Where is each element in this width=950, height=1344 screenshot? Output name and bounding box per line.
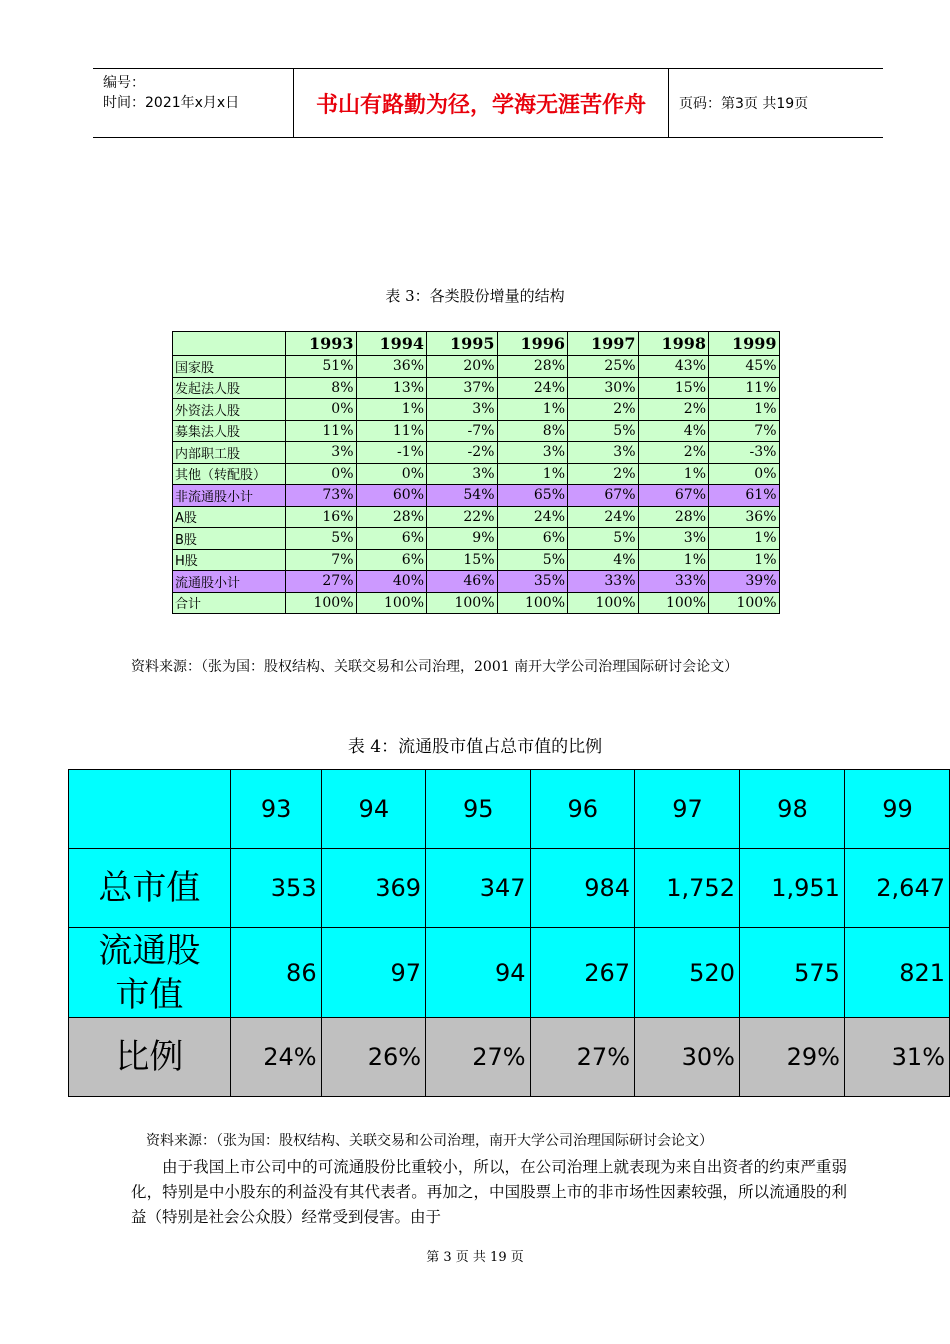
table3-source: 资料来源：（张为国：股权结构、关联交易和公司治理，2001 南开大学公司治理国际研讨会论文）	[131, 659, 739, 675]
table-cell: 3%	[568, 442, 639, 464]
table-cell: 15%	[427, 549, 498, 571]
header-motto: 书山有路勤为径，学海无涯苦作舟	[293, 69, 669, 137]
table-cell: -7%	[427, 420, 498, 442]
table-cell: 7%	[709, 420, 780, 442]
header-meta	[93, 69, 293, 137]
table-row	[69, 1018, 950, 1097]
table-cell: 35%	[497, 571, 568, 593]
table-cell: 73%	[286, 485, 357, 507]
table-cell: -2%	[427, 442, 498, 464]
table-cell: 20%	[427, 356, 498, 378]
table-cell: -1%	[356, 442, 427, 464]
table-cell: 67%	[638, 485, 709, 507]
table-cell: 2%	[568, 463, 639, 485]
table-cell: 6%	[356, 549, 427, 571]
table-cell: 4%	[638, 420, 709, 442]
table-cell: 5%	[286, 528, 357, 550]
row-label: 比例	[69, 1018, 231, 1097]
table-cell: 353	[230, 849, 321, 928]
table-cell: 369	[321, 849, 425, 928]
table-cell: 9%	[427, 528, 498, 550]
row-label: 其他（转配股）	[173, 463, 286, 485]
table-cell: 5%	[497, 549, 568, 571]
table-row	[173, 592, 780, 614]
table-cell: 3%	[286, 442, 357, 464]
table-cell: 5%	[568, 420, 639, 442]
table-cell: 33%	[568, 571, 639, 593]
table-cell: 94	[426, 928, 530, 1018]
table-cell: 1,752	[635, 849, 740, 928]
row-label: 合计	[173, 592, 286, 614]
year-header: 94	[321, 770, 425, 849]
table-cell: 2,647	[844, 849, 949, 928]
table-cell: 27%	[530, 1018, 634, 1097]
table-cell: 15%	[638, 377, 709, 399]
table-cell: 0%	[709, 463, 780, 485]
table-cell: 1%	[638, 463, 709, 485]
year-header: 1996	[497, 332, 568, 356]
table-header-row	[173, 332, 780, 356]
corner-cell	[173, 332, 286, 356]
table-header-row	[69, 770, 950, 849]
table-cell: 100%	[638, 592, 709, 614]
table-cell: 22%	[427, 506, 498, 528]
table-cell: 30%	[635, 1018, 740, 1097]
row-label: 内部职工股	[173, 442, 286, 464]
year-header: 1998	[638, 332, 709, 356]
table-cell: 100%	[286, 592, 357, 614]
table-cell: 24%	[230, 1018, 321, 1097]
table4-caption: 表 4：流通股市值占总市值的比例	[347, 737, 603, 757]
table-cell: 28%	[356, 506, 427, 528]
table-cell: 28%	[497, 356, 568, 378]
header-page-info: 页码：第3页 共19页	[679, 96, 809, 112]
table-cell: 3%	[427, 399, 498, 421]
table-cell: 3%	[638, 528, 709, 550]
row-label: 外资法人股	[173, 399, 286, 421]
table-cell: 267	[530, 928, 634, 1018]
table-row	[173, 528, 780, 550]
table-cell: 2%	[638, 442, 709, 464]
table-row	[173, 442, 780, 464]
table-cell: 28%	[638, 506, 709, 528]
table-cell: 100%	[709, 592, 780, 614]
table-cell: 65%	[497, 485, 568, 507]
table-cell: 40%	[356, 571, 427, 593]
table-row	[173, 571, 780, 593]
table-cell: 26%	[321, 1018, 425, 1097]
table-cell: 6%	[356, 528, 427, 550]
table-cell: 25%	[568, 356, 639, 378]
year-header: 1995	[427, 332, 498, 356]
table-cell: 45%	[709, 356, 780, 378]
table-cell: 575	[739, 928, 844, 1018]
table-cell: 30%	[568, 377, 639, 399]
year-header: 96	[530, 770, 634, 849]
table-cell: 67%	[568, 485, 639, 507]
row-label: H股	[173, 549, 286, 571]
table-row	[173, 485, 780, 507]
table-cell: 24%	[497, 506, 568, 528]
table-cell: 11%	[286, 420, 357, 442]
page-header	[93, 68, 883, 138]
table-row	[173, 377, 780, 399]
table-cell: 6%	[497, 528, 568, 550]
table-cell: 33%	[638, 571, 709, 593]
table-cell: 0%	[356, 463, 427, 485]
year-header: 95	[426, 770, 530, 849]
table3-caption: 表 3：各类股份增量的结构	[385, 287, 565, 305]
table-cell: 61%	[709, 485, 780, 507]
table-cell: 27%	[426, 1018, 530, 1097]
row-label: 非流通股小计	[173, 485, 286, 507]
table-cell: 2%	[568, 399, 639, 421]
table-cell: 1%	[497, 463, 568, 485]
table-cell: 43%	[638, 356, 709, 378]
corner-cell	[69, 770, 231, 849]
table-cell: 100%	[497, 592, 568, 614]
table-cell: 1%	[709, 549, 780, 571]
table-cell: 8%	[286, 377, 357, 399]
market-value-ratio-table	[68, 769, 950, 1097]
row-label: 流通股市值	[69, 928, 231, 1018]
table-cell: 1%	[709, 528, 780, 550]
table-cell: 36%	[709, 506, 780, 528]
body-text	[131, 1155, 847, 1230]
table-cell: 46%	[427, 571, 498, 593]
table-cell: 1%	[709, 399, 780, 421]
code-label: 编号：	[103, 75, 145, 91]
table-cell: 3%	[497, 442, 568, 464]
year-header: 98	[739, 770, 844, 849]
table-cell: 24%	[497, 377, 568, 399]
row-label: 募集法人股	[173, 420, 286, 442]
row-label: A股	[173, 506, 286, 528]
table-row	[173, 549, 780, 571]
year-header: 99	[844, 770, 949, 849]
table-cell: 97	[321, 928, 425, 1018]
table-cell: 0%	[286, 399, 357, 421]
table-cell: 29%	[739, 1018, 844, 1097]
table-cell: 3%	[427, 463, 498, 485]
table-cell: 13%	[356, 377, 427, 399]
table-cell: 37%	[427, 377, 498, 399]
table-cell: 520	[635, 928, 740, 1018]
table-cell: 36%	[356, 356, 427, 378]
table-cell: 11%	[356, 420, 427, 442]
table-cell: 100%	[568, 592, 639, 614]
table-cell: 60%	[356, 485, 427, 507]
page-footer: 第 3 页 共 19 页	[426, 1250, 524, 1265]
table-cell: 1%	[356, 399, 427, 421]
table-row	[173, 420, 780, 442]
table-cell: 5%	[568, 528, 639, 550]
table-row	[173, 506, 780, 528]
table-row	[173, 463, 780, 485]
table4-source: 资料来源：（张为国：股权结构、关联交易和公司治理，南开大学公司治理国际研讨会论文）	[146, 1133, 713, 1149]
table-cell: 39%	[709, 571, 780, 593]
table-cell: 16%	[286, 506, 357, 528]
body-paragraph: 由于我国上市公司中的可流通股份比重较小，所以，在公司治理上就表现为来自出资者的约束严重弱化，特别是中小股东的利益没有其代表者。再加之，中国股票上市的非市场性因素较强，所以流通股的利益（特别是社会公众股）经常受到侵害。由于	[131, 1158, 847, 1226]
year-header: 97	[635, 770, 740, 849]
row-label: 总市值	[69, 849, 231, 928]
table-cell: 86	[230, 928, 321, 1018]
table-row	[173, 399, 780, 421]
table-cell: 100%	[356, 592, 427, 614]
table-cell: 54%	[427, 485, 498, 507]
table-row	[173, 356, 780, 378]
table-cell: 347	[426, 849, 530, 928]
year-header: 1993	[286, 332, 357, 356]
year-header: 1997	[568, 332, 639, 356]
table-row	[69, 928, 950, 1018]
table-cell: 1%	[497, 399, 568, 421]
table-cell: 8%	[497, 420, 568, 442]
table-cell: 100%	[427, 592, 498, 614]
table-cell: 1%	[638, 549, 709, 571]
year-header: 1999	[709, 332, 780, 356]
table-cell: 11%	[709, 377, 780, 399]
table-row	[69, 849, 950, 928]
year-header: 93	[230, 770, 321, 849]
table-cell: -3%	[709, 442, 780, 464]
table-cell: 0%	[286, 463, 357, 485]
share-increment-table	[172, 331, 780, 614]
row-label: B股	[173, 528, 286, 550]
table-cell: 24%	[568, 506, 639, 528]
table-cell: 27%	[286, 571, 357, 593]
table-cell: 51%	[286, 356, 357, 378]
table-cell: 2%	[638, 399, 709, 421]
row-label: 国家股	[173, 356, 286, 378]
time-label: 时间：2021年x月x日	[103, 95, 240, 111]
row-label: 流通股小计	[173, 571, 286, 593]
table-cell: 4%	[568, 549, 639, 571]
table-cell: 1,951	[739, 849, 844, 928]
table-cell: 821	[844, 928, 949, 1018]
table-cell: 7%	[286, 549, 357, 571]
table-cell: 31%	[844, 1018, 949, 1097]
table-cell: 984	[530, 849, 634, 928]
year-header: 1994	[356, 332, 427, 356]
row-label: 发起法人股	[173, 377, 286, 399]
